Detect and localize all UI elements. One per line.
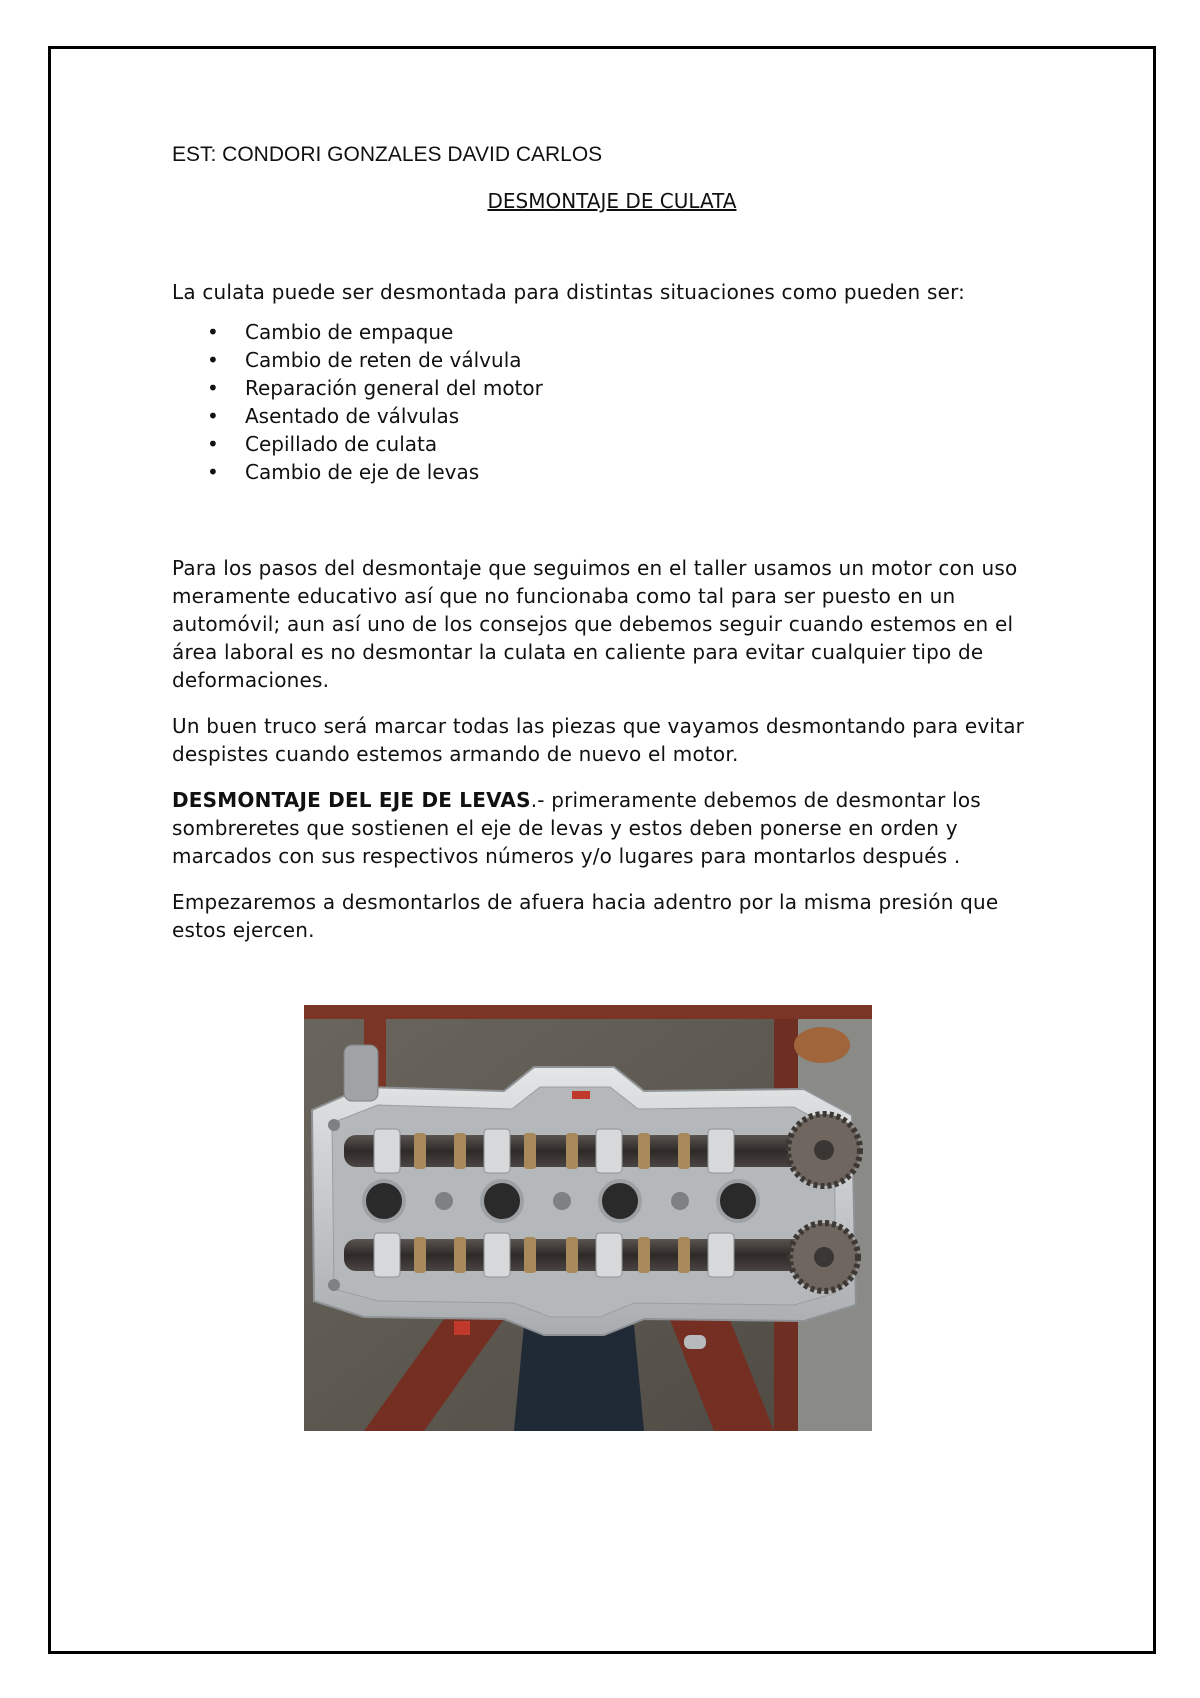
list-item (172, 374, 1052, 402)
bullet-icon: • (207, 460, 219, 484)
list-item-text: Reparación general del motor (245, 376, 543, 400)
list-item (172, 318, 1052, 346)
bullet-icon: • (207, 320, 219, 344)
document-title: DESMONTAJE DE CULATA (487, 189, 737, 213)
list-item (172, 346, 1052, 374)
shoe-photo-detail (794, 1027, 850, 1063)
reasons-list (172, 318, 1052, 486)
loose-bolt (684, 1335, 706, 1349)
bullet-icon: • (207, 404, 219, 428)
procedure-paragraph: Para los pasos del desmontaje que seguimos en el taller usamos un motor con uso meramente educativo así que no funcionaba como tal para ser puesto en un automóvil; aun así uno de los consejos que debemos seguir cuando estemos en el área laboral es no desmontar la culata en caliente para evitar cualquier tipo de deformaciones. (172, 556, 1018, 692)
gear-hub (814, 1140, 834, 1160)
intro-paragraph: La culata puede ser desmontada para distintas situaciones como pueden ser: (172, 280, 966, 304)
camshaft-paragraph (172, 786, 1052, 870)
document-body (172, 140, 1052, 944)
gear-hub (814, 1247, 834, 1267)
camshaft-heading: DESMONTAJE DEL EJE DE LEVAS (172, 788, 531, 812)
pants-photo-detail (514, 1325, 644, 1431)
list-item (172, 402, 1052, 430)
bullet-icon: • (207, 376, 219, 400)
cylinder-head-illustration (304, 1005, 872, 1431)
tip-paragraph: Un buen truco será marcar todas las piezas que vayamos desmontando para evitar despistes cuando estemos armando de nuevo el motor. (172, 714, 1025, 766)
bullet-icon: • (207, 348, 219, 372)
cylinder-head-photo (304, 1005, 872, 1431)
order-paragraph: Empezaremos a desmontarlos de afuera hacia adentro por la misma presión que estos ejercen. (172, 890, 999, 942)
bullet-icon: • (207, 432, 219, 456)
camshaft-text: .- primeramente debemos de desmontar los sombreretes que sostienen el eje de levas y estos deben ponerse en orden y marcados con sus respectivos números y/o lugares para montarlos después . (172, 788, 981, 868)
marker-tab (454, 1321, 470, 1335)
list-item (172, 430, 1052, 458)
list-item-text: Cambio de eje de levas (245, 460, 480, 484)
thermostat-housing (344, 1045, 378, 1101)
list-item-text: Cambio de empaque (245, 320, 454, 344)
cylinder-head-recess (332, 1087, 836, 1317)
list-item-text: Cambio de reten de válvula (245, 348, 522, 372)
stand-beam (304, 1005, 872, 1019)
list-item (172, 458, 1052, 486)
list-item-text: Cepillado de culata (245, 432, 438, 456)
student-name: EST: CONDORI GONZALES DAVID CARLOS (172, 143, 603, 166)
marker-tab (572, 1091, 590, 1099)
list-item-text: Asentado de válvulas (245, 404, 460, 428)
